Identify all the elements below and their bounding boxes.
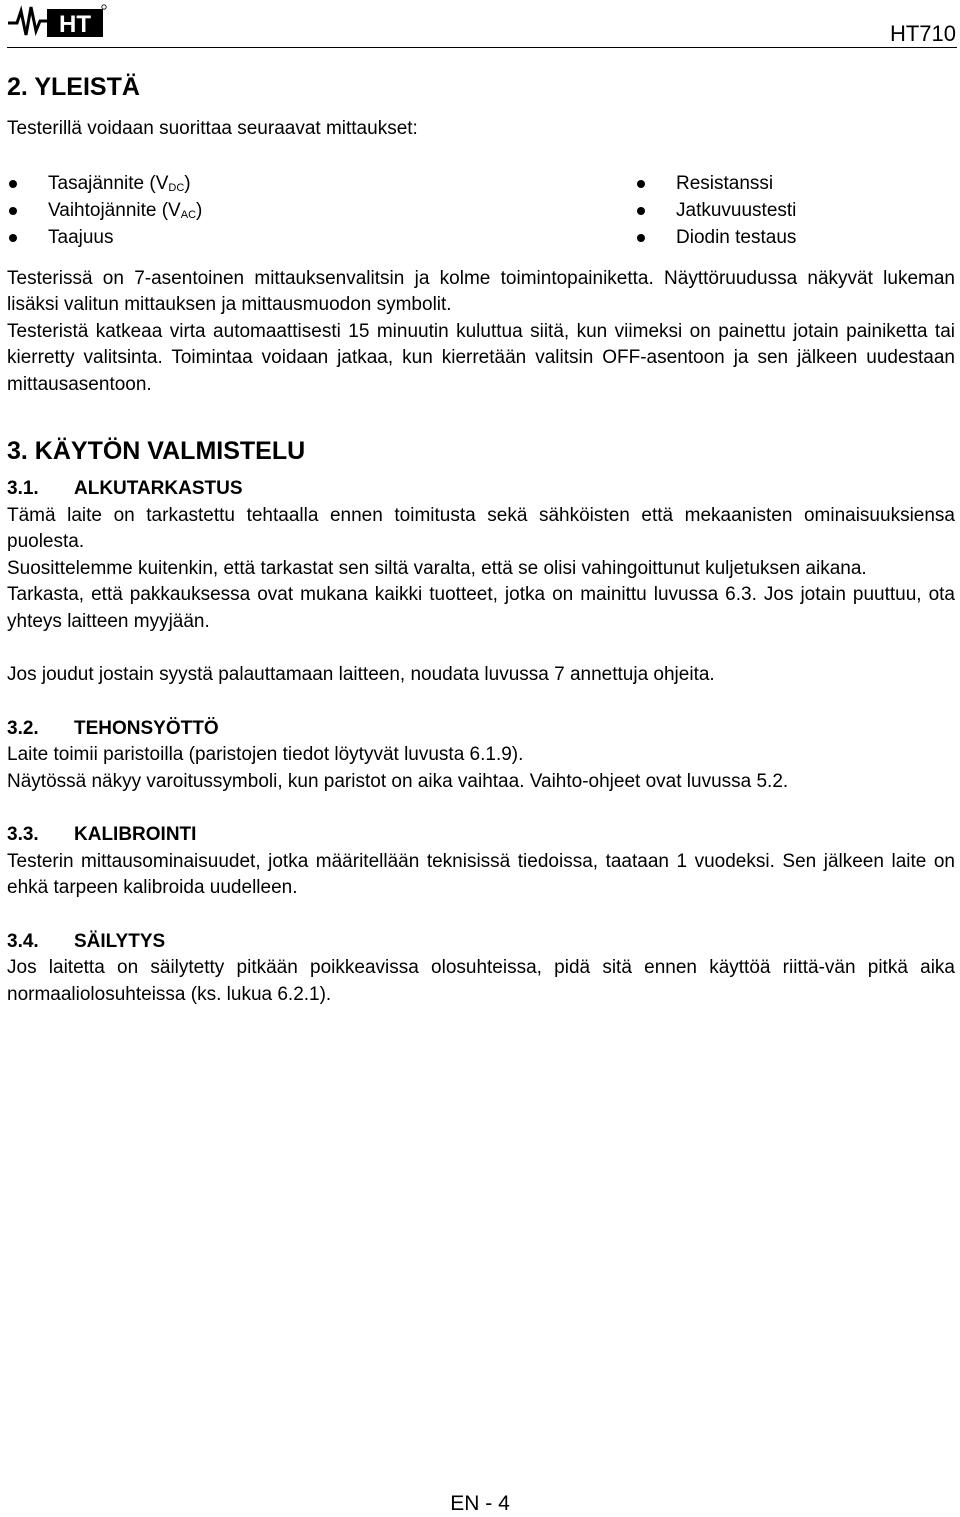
measurement-list-right bbox=[635, 170, 796, 251]
ht-logo-graphic bbox=[7, 3, 107, 41]
logo-text: HT bbox=[59, 11, 91, 38]
section-3-1-paragraph-1: Tämä laite on tarkastettu tehtaalla ennen toimitusta sekä sähköisten että mekaanisten ominaisuuksiensa puolesta. bbox=[7, 504, 955, 552]
page-number: EN - 4 bbox=[450, 1492, 510, 1515]
section-3-4-paragraph-1: Jos laitetta on säilytetty pitkään poikkeavissa olosuhteissa, pidä sitä ennen käyttöä riittä-vän pitkä aika normaaliolosuhteissa (ks. lukua 6.2.1). bbox=[7, 957, 955, 1005]
list-item: Taajuus bbox=[7, 224, 202, 251]
section-3-1-paragraph-3: Tarkasta, että pakkauksessa ovat mukana kaikki tuotteet, jotka on mainittu luvussa 6.3. Jos jotain puuttuu, ota yhteys laitteen myyjään. bbox=[7, 584, 955, 632]
section-2-paragraph-1: Testerissä on 7-asentoinen mittauksenvalitsin ja kolme toimintopainiketta. Näyttöruudussa näkyvät lukeman lisäksi valitun mittauksen ja mittausmuodon symbolit. bbox=[7, 267, 955, 315]
section-3-3-heading: 3.3. KALIBROINTI bbox=[7, 824, 197, 845]
bullet-icon bbox=[9, 234, 17, 242]
list-item: Jatkuvuustesti bbox=[635, 197, 796, 224]
section-3-title: 3. KÄYTÖN VALMISTELU bbox=[7, 437, 306, 465]
section-3-1-paragraph-4: Jos joudut jostain syystä palauttamaan laitteen, noudata luvussa 7 annettuja ohjeita. bbox=[7, 664, 715, 685]
model-name: HT710 bbox=[889, 21, 956, 46]
section-3-2-paragraph-2: Näytössä näkyy varoitussymboli, kun paristot on aika vaihtaa. Vaihto-ohjeet ovat luvussa 5.2. bbox=[7, 770, 789, 792]
section-3-1-heading: 3.1. ALKUTARKASTUS bbox=[7, 478, 243, 499]
section-3-3-paragraph-1: Testerin mittausominaisuudet, jotka määritellään teknisissä tiedoissa, taataan 1 vuodeksi. Sen jälkeen laite on ehkä tarpeen kalibroida uudelleen. bbox=[7, 850, 955, 898]
bullet-icon bbox=[9, 207, 17, 215]
section-2-intro: Testerillä voidaan suorittaa seuraavat mittaukset: bbox=[7, 118, 418, 139]
section-3-2-paragraph-1: Laite toimii paristoilla (paristojen tiedot löytyvät luvusta 6.1.9). bbox=[7, 744, 524, 765]
bullet-icon bbox=[637, 180, 645, 188]
section-3-2-heading: 3.2. TEHONSYÖTTÖ bbox=[7, 717, 219, 739]
list-item: Diodin testaus bbox=[635, 224, 796, 251]
section-2-title: 2. YLEISTÄ bbox=[7, 73, 140, 101]
list-item: Tasajännite $(V_{DC})$ bbox=[7, 170, 202, 197]
page-header bbox=[7, 3, 957, 48]
bullet-icon bbox=[9, 180, 17, 188]
section-3-4-heading: 3.4. SÄILYTYS bbox=[7, 930, 166, 952]
list-item: Resistanssi bbox=[635, 170, 796, 197]
measurement-lists bbox=[7, 170, 955, 252]
page-content bbox=[7, 70, 955, 1008]
section-3-1-paragraph-2: Suosittelemme kuitenkin, että tarkastat sen siltä varalta, että se olisi vahingoittunut kuljetuksen aikana. bbox=[7, 557, 867, 579]
list-item: Vaihtojännite $(V_{AC})$ bbox=[7, 197, 202, 224]
bullet-icon bbox=[637, 234, 645, 242]
bullet-icon bbox=[637, 207, 645, 215]
ht-logo bbox=[7, 3, 107, 41]
section-2-paragraph-2: Testeristä katkeaa virta automaattisesti 15 minuutin kuluttua siitä, kun viimeksi on painettu jotain painiketta tai kierretty valitsinta. Toimintaa voidaan jatkaa, kun kierretään valitsin OFF-asentoon ja sen jälkeen uudestaan mittausasentoon. bbox=[7, 320, 955, 395]
measurement-list-left bbox=[7, 170, 202, 251]
